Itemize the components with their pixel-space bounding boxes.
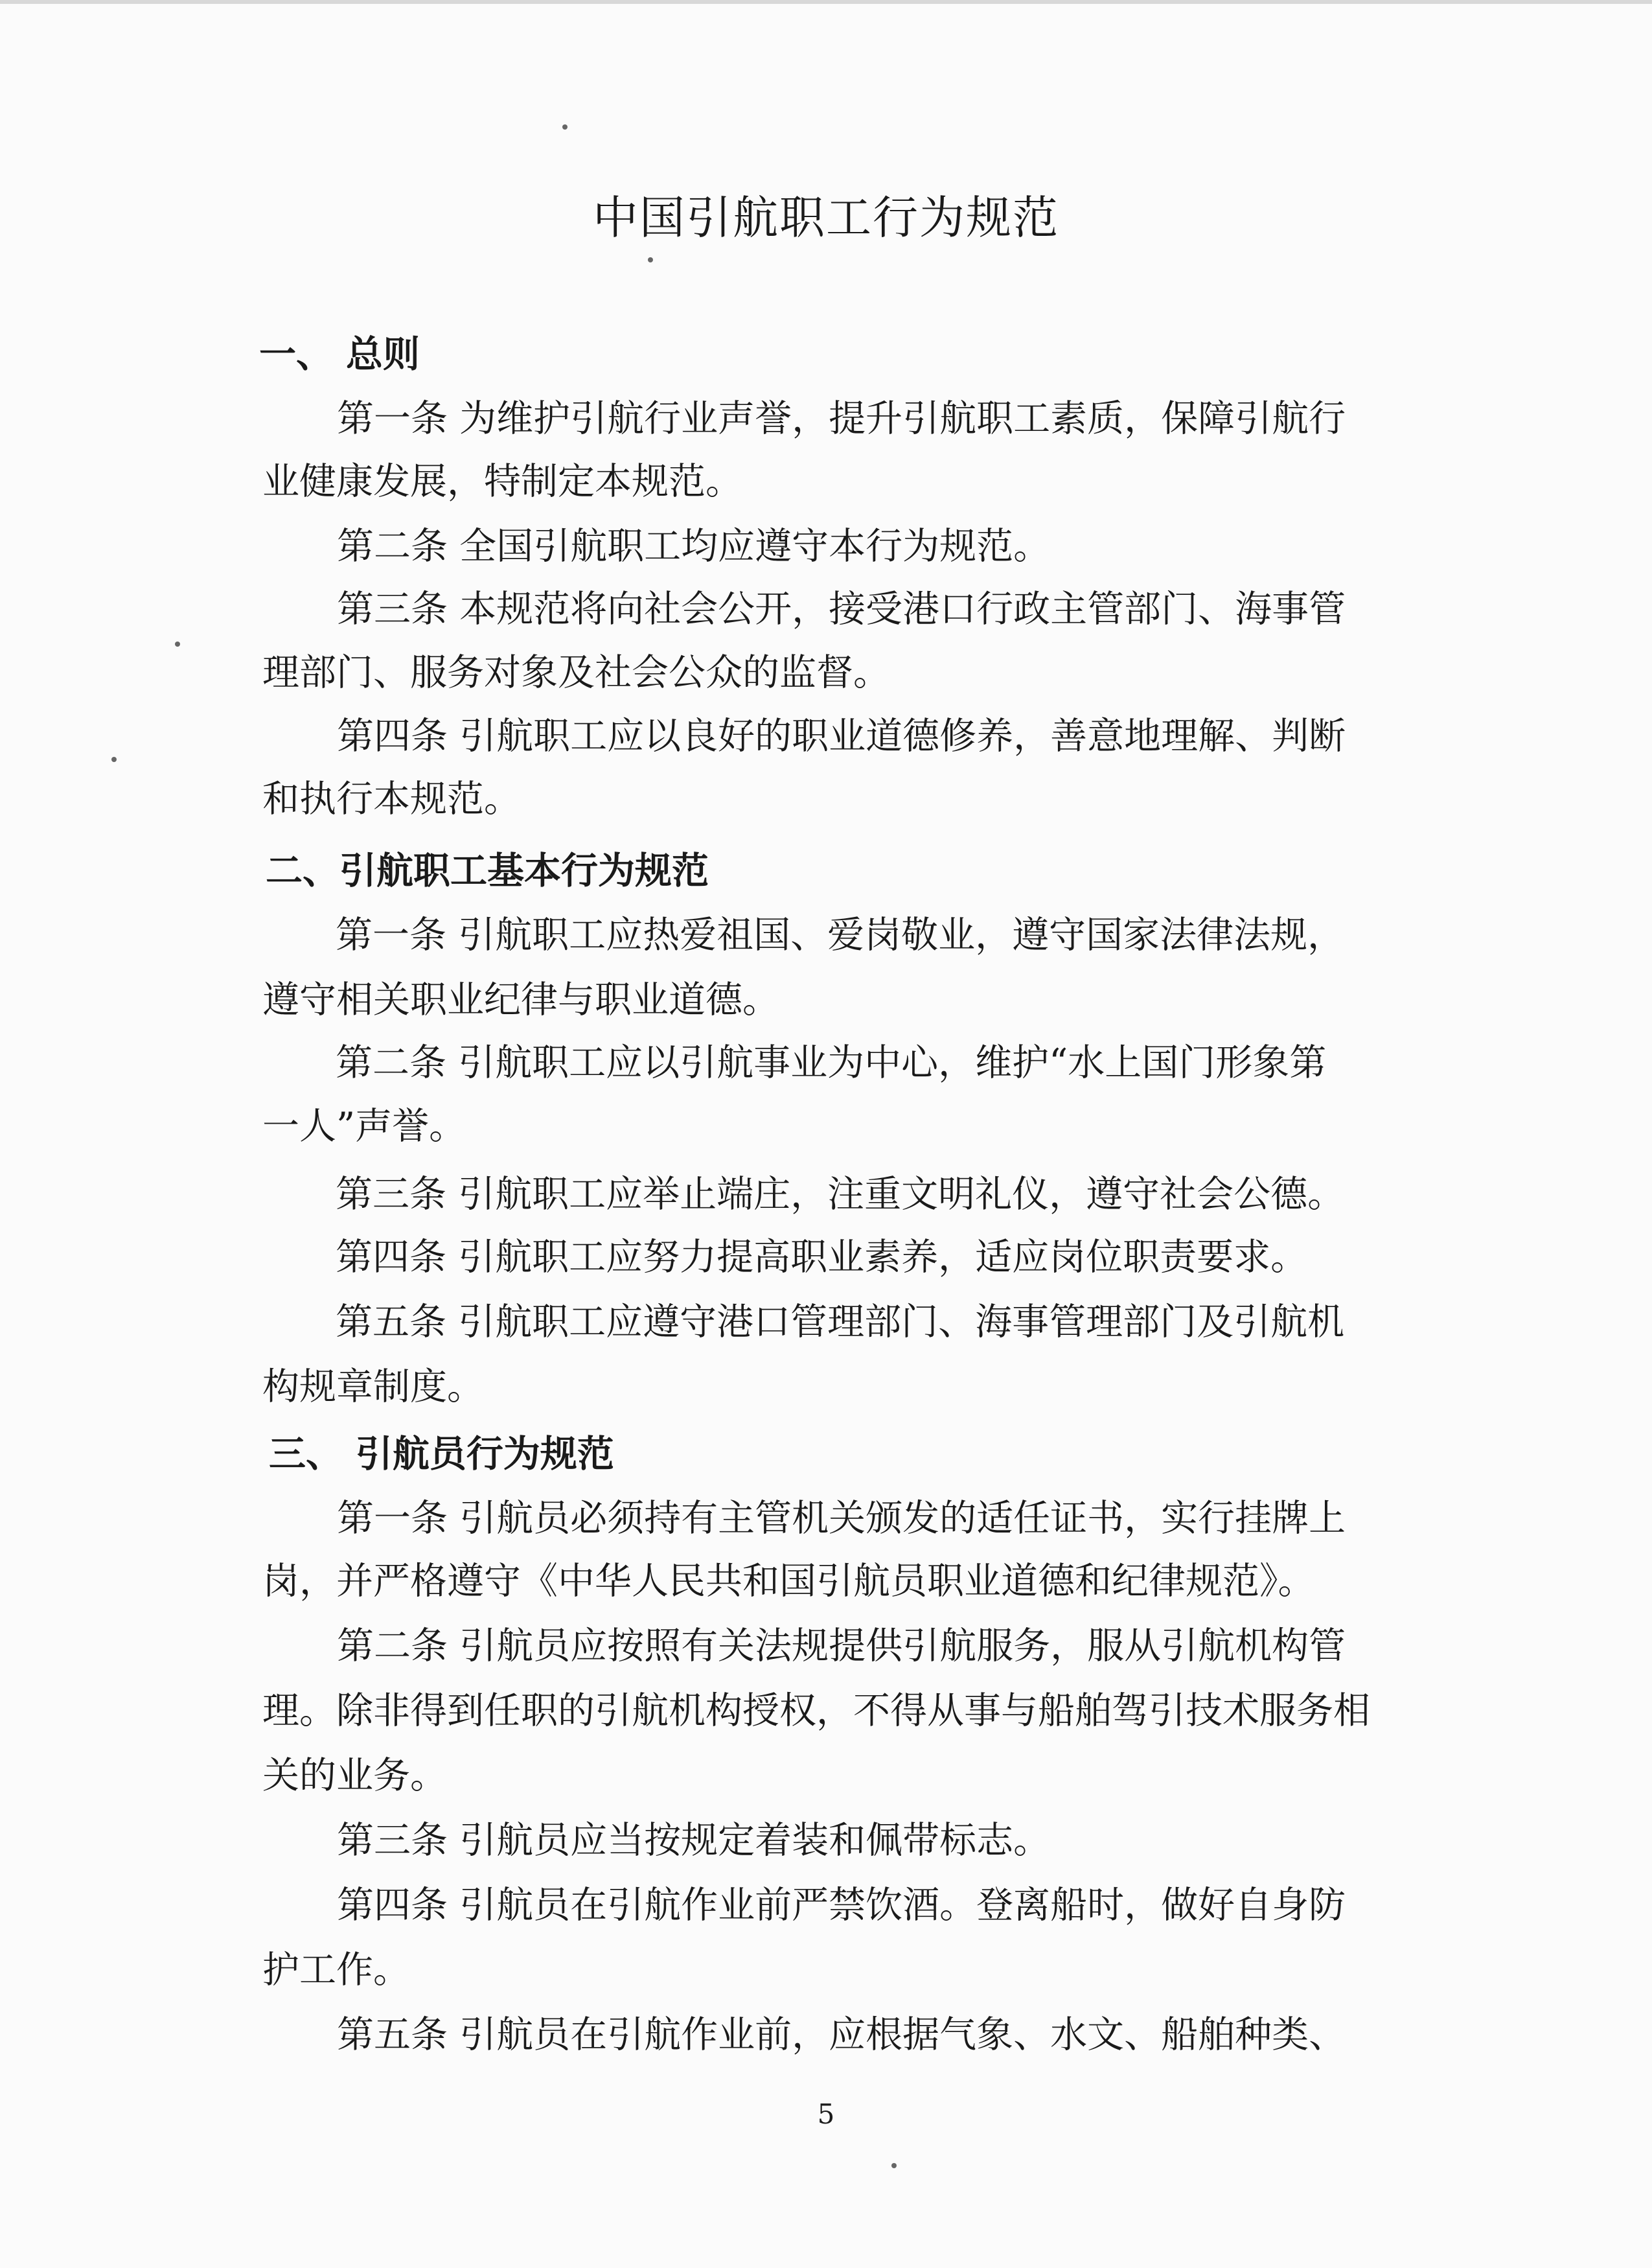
article-line: 第四条 引航职工应以良好的职业道德修养，善意地理解、判断 (337, 715, 1346, 758)
scan-speck (175, 642, 180, 647)
article-line: 第四条 引航员在引航作业前严禁饮酒。登离船时，做好自身防 (337, 1884, 1346, 1927)
article-line: 第二条 全国引航职工均应遵守本行为规范。 (337, 525, 1051, 568)
scan-edge (0, 0, 1652, 4)
page-number: 5 (817, 2098, 835, 2130)
article-line: 第四条 引航职工应努力提高职业素养，适应岗位职责要求。 (336, 1236, 1308, 1279)
article-line: 第三条 引航员应当按规定着装和佩带标志。 (337, 1819, 1051, 1862)
article-line: 第五条 引航职工应遵守港口管理部门、海事管理部门及引航机 (336, 1301, 1345, 1343)
article-line: 和执行本规范。 (262, 778, 521, 820)
article-line: 构规章制度。 (262, 1365, 484, 1408)
document-title: 中国引航职工行为规范 (593, 191, 1059, 244)
article-line: 理。除非得到任职的引航机构授权，不得从事与船舶驾引技术服务相 (262, 1689, 1370, 1732)
scan-speck (562, 124, 568, 130)
article-line: 第一条 为维护引航行业声誉，提升引航职工素质，保障引航行 (337, 397, 1346, 440)
section-heading: 三、 引航员行为规范 (269, 1432, 614, 1475)
article-line: 遵守相关职业纪律与职业道德。 (262, 978, 779, 1021)
article-line: 第二条 引航员应按照有关法规提供引航服务，服从引航机构管 (337, 1625, 1346, 1667)
scan-speck (891, 2163, 897, 2168)
article-line: 一人”声誉。 (262, 1105, 466, 1148)
article-line: 岗，并严格遵守《中华人民共和国引航员职业道德和纪律规范》。 (262, 1560, 1315, 1603)
article-line: 第一条 引航员必须持有主管机关颁发的适任证书，实行挂牌上 (337, 1497, 1346, 1540)
scan-speck (111, 757, 117, 762)
article-line: 关的业务。 (262, 1754, 447, 1797)
article-line: 第三条 本规范将向社会公开，接受港口行政主管部门、海事管 (337, 588, 1346, 631)
article-line: 第三条 引航职工应举止端庄，注重文明礼仪，遵守社会公德。 (336, 1173, 1345, 1216)
article-line: 业健康发展，特制定本规范。 (262, 460, 742, 503)
section-heading: 一、 总则 (259, 332, 420, 376)
article-line: 理部门、服务对象及社会公众的监督。 (262, 651, 890, 694)
article-line: 第二条 引航职工应以引航事业为中心，维护“水上国门形象第 (336, 1041, 1327, 1084)
scan-speck (648, 257, 653, 262)
article-line: 第五条 引航员在引航作业前，应根据气象、水文、船舶种类、 (337, 2013, 1346, 2056)
section-heading: 二、引航职工基本行为规范 (266, 849, 709, 892)
article-line: 第一条 引航职工应热爱祖国、爱岗敬业，遵守国家法律法规， (336, 914, 1345, 956)
article-line: 护工作。 (262, 1949, 410, 1991)
